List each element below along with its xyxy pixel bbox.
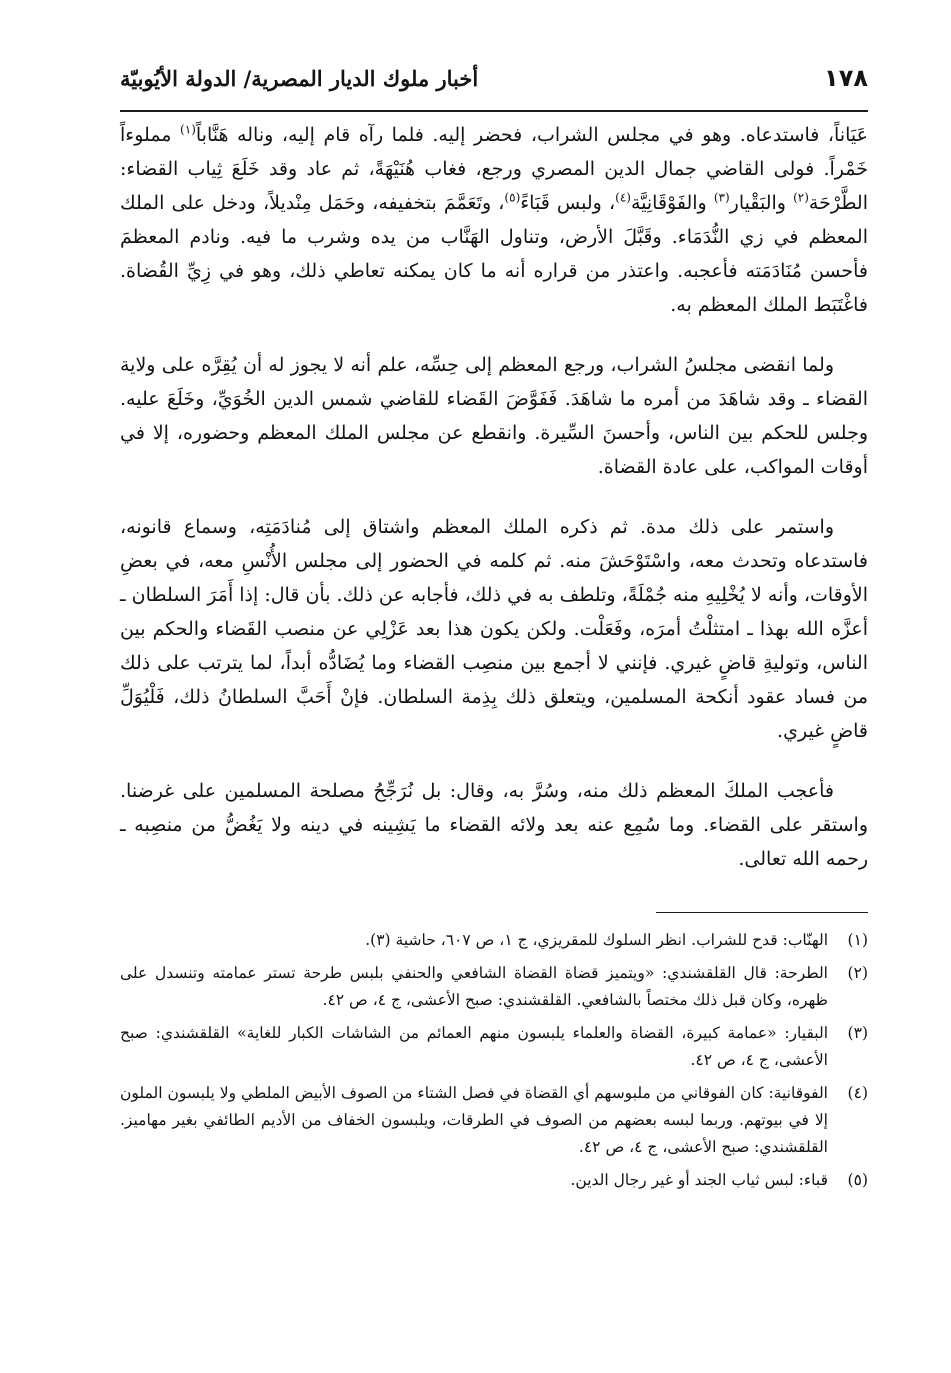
footnote-number: (٥)	[847, 1171, 868, 1189]
paragraph-1-text: ، وتَعَمَّمَ بتخفيفه، وحَمَل مِنْديلاً، ودخل على الملك المعظم في زي النُّدَمَاء. وقَبَّلَ الأرض، وتناول الهَنَّاب من يده وشرب ما فيه. ونادم المعظمَ فأحسن مُنَادَمَته فأعجبه. واعتذر من قراره أنه ما كان يمكنه تعاطي ذلك، وهو في زِيِّ القُضاة. فاغْتَبَط الملك المعظم به.	[120, 192, 868, 316]
footnote-text: الهنّاب: قدح للشراب. انظر السلوك للمقريزي، ج ١، ص ٦٠٧، حاشية (٣).	[365, 931, 828, 949]
footnote-separator	[656, 912, 868, 913]
footnote-number: (٣)	[847, 1024, 868, 1042]
footnote-5	[120, 1167, 868, 1194]
book-page	[120, 64, 868, 1200]
paragraph-3: واستمر على ذلك مدة. ثم ذكره الملك المعظم واشتاق إلى مُنادَمَتِه، وسماع قانونه، فاستدعاه وتحدث معه، واسْتَوْحَشَ منه. ثم كلمه في الحضور إلى مجلس الأُنْسِ معه، في بعضِ الأوقات، وأنه لا يُخْلِيهِ منه جُمْلَةً، وتلطف به في ذلك، فأجابه عن ذلك. بأن قال: إذا أَمَرَ السلطان ـ أعزَّه الله بهذا ـ امتثلْتُ أمرَه، وفَعَلْت. ولكن يكون هذا بعد عَزْلِي عن منصب القَضاء والحكم بين الناس، وتوليةِ قاضٍ غيري. فإنني لا أجمع بين منصِب القضاء وما يُضَادُّه أبداً، لما يترتب على ذلك من فساد عقود أنكحة المسلمين، ويتعلق ذلك بِذِمة السلطان. فإنْ أَحَبَّ السلطانُ ذلك، فَلْيُوَلِّ قاضٍ غيري.	[120, 516, 868, 742]
footnote-number: (١)	[847, 931, 868, 949]
footnote-text: قباء: لبس ثياب الجند أو غير رجال الدين.	[570, 1171, 828, 1189]
footnote-3	[120, 1020, 868, 1074]
paragraph-1-text: ، ولبس قَبَاءً	[520, 192, 616, 214]
paragraph-1-text: عَيَاناً، فاستدعاه. وهو في مجلس الشراب، فحضر إليه. فلما رآه قام إليه، وناله هَنَّاباً	[195, 124, 868, 146]
footnote-ref-1: (١)	[180, 122, 196, 137]
footnote-2	[120, 960, 868, 1014]
main-text	[120, 118, 868, 876]
footnote-ref-5: (٥)	[504, 190, 521, 205]
footnote-1	[120, 927, 868, 954]
footnote-number: (٢)	[847, 964, 868, 982]
paragraph-2: ولما انقضى مجلسُ الشراب، ورجع المعظم إلى حِسِّه، علم أنه لا يجوز له أن يُقِرَّه على ولاية القضاء ـ وقد شاهَدَ من أمره ما شاهَدَ. فَفَوَّضَ القَضاء للقاضي شمس الدين الخُوَيِّ، وخَلَعَ عليه. وجلس للحكم بين الناس، وأحسنَ السِّيرة. وانقطع عن مجلس الملك المعظم وحضوره، إلا في أوقات المواكب، على عادة القضاة.	[120, 354, 868, 478]
paragraph-1	[120, 118, 868, 322]
running-title: أخبار ملوك الديار المصرية/ الدولة الأيُوبيّة	[120, 66, 479, 91]
footnote-text: الطرحة: قال القلقشندي: «ويتميز قضاة القضاة الشافعي والحنفي بلبس طرحة تستر عمامته وتنسدل على ظهره، وكان قبل ذلك مختصاً بالشافعي. القلقشندي: صبح الأعشى، ج ٤، ص ٤٢.	[120, 964, 828, 1009]
footnote-number: (٤)	[847, 1084, 868, 1102]
footnote-ref-3: (٣)	[713, 190, 730, 205]
running-header	[120, 64, 868, 112]
footnote-ref-2: (٢)	[793, 190, 809, 205]
footnotes	[120, 927, 868, 1194]
page-number: ١٧٨	[824, 64, 868, 92]
footnote-text: البقيار: «عمامة كبيرة، القضاة والعلماء يلبسون منهم العمائم من الشاشات الكبار للغاية» القلقشندي: صبح الأعشى، ج ٤، ص ٤٢.	[120, 1024, 828, 1069]
paragraph-1-text: مملوءاً خَمْراً. فولى القاضي جمال الدين المصري ورجع، فغاب هُنَيْهَةً، ثم عاد وقد خَلَعَ ثِياب القضاء: الطَّرْحَة	[120, 124, 868, 214]
paragraph-1-text: والبَقْيار	[729, 192, 794, 214]
footnote-text: الفوقانية: كان الفوقاني من ملبوسهم أي القضاة في فصل الشتاء من الصوف الأبيض الملطي ولا يلبسون الملون إلا في بيوتهم. وربما لبسه بعضهم من الصوف في الطرقات، ويلبسون الخفاف من الأديم الطائفي بغير مهاميز. القلقشندي: صبح الأعشى، ج ٤، ص ٤٢.	[120, 1084, 828, 1156]
footnote-ref-4: (٤)	[615, 190, 631, 205]
footnote-4	[120, 1080, 868, 1161]
paragraph-1-text: والفَوْقَانِيَّة	[630, 192, 714, 214]
paragraph-4: فأعجب الملكَ المعظم ذلك منه، وسُرَّ به، وقال: بل نُرَجِّحُ مصلحة المسلمين على غرضنا. واستقر على القضاء. وما سُمِع عنه بعد ولائه القضاء ما يَشِينه في دينه ولا يَغُضُّ من منصِبه ـ رحمه الله تعالى.	[120, 780, 868, 870]
